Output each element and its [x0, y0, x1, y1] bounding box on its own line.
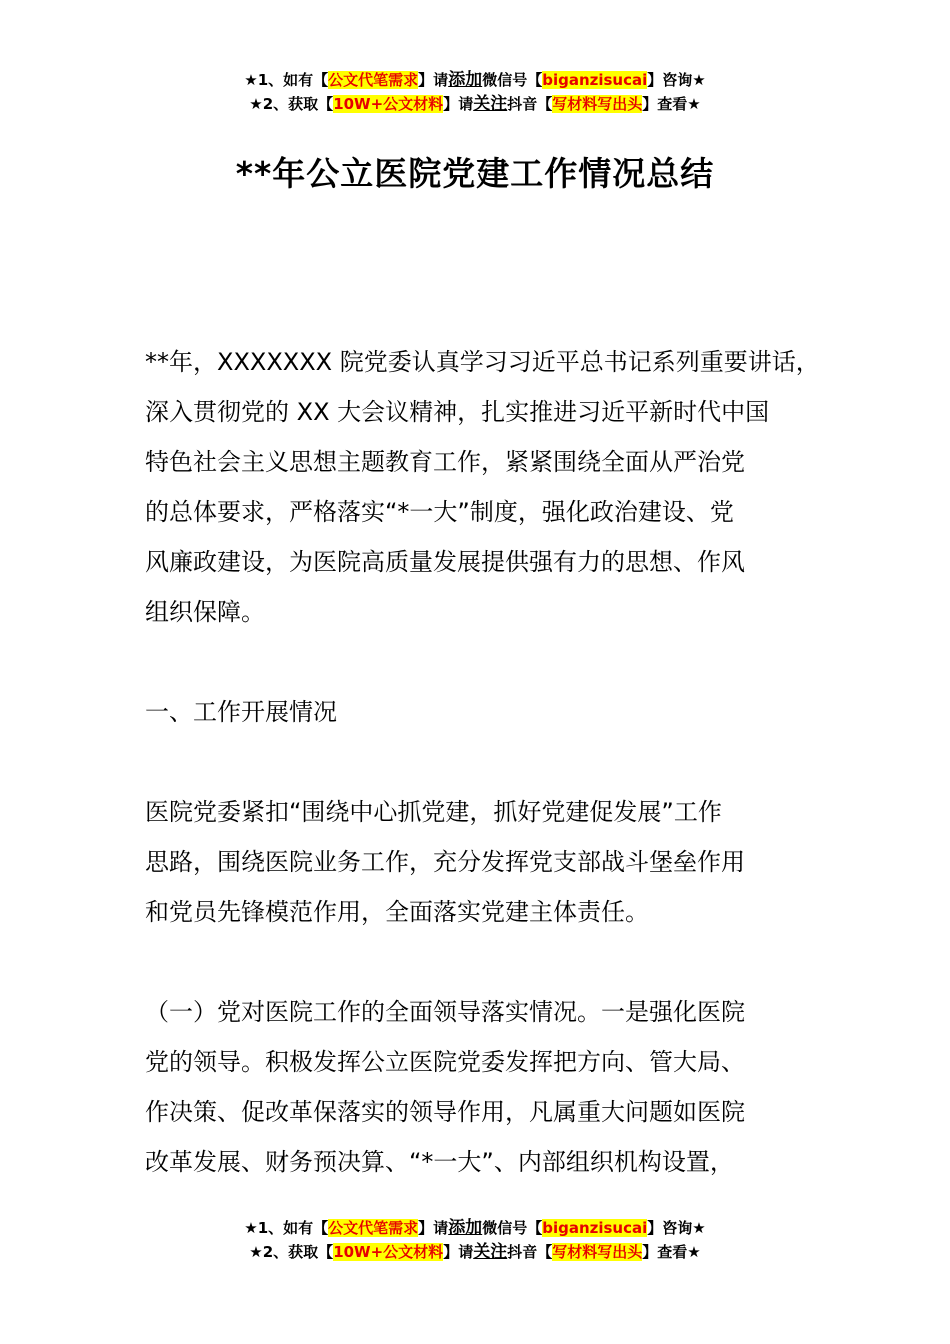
body-line: **年，XXXXXXX 院党委认真学习习近平总书记系列重要讲话，: [145, 348, 820, 376]
body-line: 的总体要求，严格落实“*一大”制度，强化政治建设、党: [145, 498, 734, 526]
promo-line-1: [0, 68, 950, 92]
promo-underlined: 关注: [473, 1242, 508, 1262]
promo-text: ★1、如有【: [244, 1219, 329, 1237]
body-line: 医院党委紧扣“围绕中心抓党建，抓好党建促发展”工作: [145, 798, 722, 826]
body-line: 党的领导。积极发挥公立医院党委发挥把方向、管大局、: [145, 1048, 745, 1076]
blank-line: [145, 637, 835, 687]
promo-text: 抖音【: [507, 95, 553, 113]
promo-underlined: 添加: [448, 1218, 483, 1238]
body-line: 特色社会主义思想主题教育工作，紧紧围绕全面从严治党: [145, 448, 745, 476]
promo-text: 微信号【: [482, 1219, 543, 1237]
promo-highlight: 10W+公文材料: [333, 95, 444, 113]
blank-line: [145, 937, 835, 987]
promo-text: 抖音【: [507, 1243, 553, 1261]
promo-text: 微信号【: [482, 71, 543, 89]
body-line: 深入贯彻党的 XX 大会议精神，扎实推进习近平新时代中国: [145, 398, 770, 426]
document-body: [145, 337, 835, 1187]
promo-wechat-id: biganzisucai: [542, 1219, 648, 1237]
promo-banner-bottom: [0, 1216, 950, 1264]
promo-text: 】请: [443, 1243, 474, 1261]
blank-line: [145, 737, 835, 787]
body-line: 一、工作开展情况: [145, 698, 337, 726]
body-line: 组织保障。: [145, 598, 265, 626]
promo-douyin-id: 写材料写出头: [552, 95, 643, 113]
promo-banner-top: [0, 68, 950, 116]
promo-highlight: 10W+公文材料: [333, 1243, 444, 1261]
promo-line-1: [0, 1216, 950, 1240]
document-title: **年公立医院党建工作情况总结: [235, 154, 715, 193]
promo-text: 】请: [443, 95, 474, 113]
promo-line-2: [0, 1240, 950, 1264]
promo-text: ★1、如有【: [244, 71, 329, 89]
promo-text: ★2、获取【: [249, 95, 334, 113]
body-line: （一）党对医院工作的全面领导落实情况。一是强化医院: [145, 998, 745, 1026]
promo-douyin-id: 写材料写出头: [552, 1243, 643, 1261]
promo-text: 】请: [418, 1219, 449, 1237]
body-line: 作决策、促改革保落实的领导作用，凡属重大问题如医院: [145, 1098, 745, 1126]
body-line: 和党员先锋模范作用，全面落实党建主体责任。: [145, 898, 649, 926]
promo-highlight: 公文代笔需求: [328, 71, 419, 89]
promo-highlight: 公文代笔需求: [328, 1219, 419, 1237]
promo-text: 】咨询★: [647, 71, 706, 89]
promo-text: 】咨询★: [647, 1219, 706, 1237]
promo-underlined: 关注: [473, 94, 508, 114]
promo-text: 】查看★: [642, 1243, 701, 1261]
promo-text: 】查看★: [642, 95, 701, 113]
body-line: 风廉政建设，为医院高质量发展提供强有力的思想、作风: [145, 548, 745, 576]
promo-text: 】请: [418, 71, 449, 89]
body-line: 思路，围绕医院业务工作，充分发挥党支部战斗堡垒作用: [145, 848, 745, 876]
promo-underlined: 添加: [448, 70, 483, 90]
promo-wechat-id: biganzisucai: [542, 71, 648, 89]
promo-line-2: [0, 92, 950, 116]
promo-text: ★2、获取【: [249, 1243, 334, 1261]
body-line: 改革发展、财务预决算、“*一大”、内部组织机构设置，: [145, 1148, 734, 1176]
